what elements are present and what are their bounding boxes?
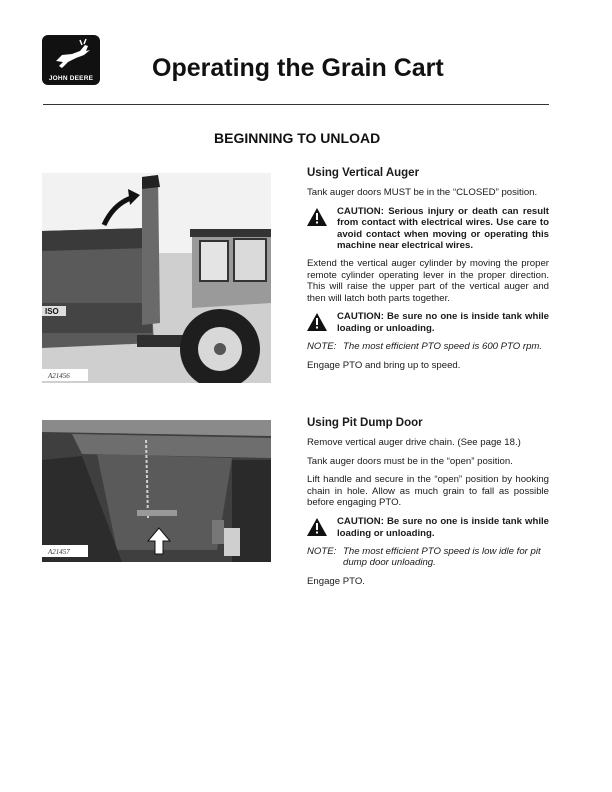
pto-speed-note — [307, 341, 549, 353]
pit-dump-door-photo — [42, 420, 271, 562]
remove-chain-instruction: Remove vertical auger drive chain. (See page 18.) — [307, 437, 521, 448]
caution-inside-tank-2-text: CAUTION: Be sure no one is inside tank while loading or unloading. — [337, 515, 549, 539]
caution-electrical — [307, 206, 549, 252]
note-label: NOTE: — [307, 340, 337, 352]
caution-inside-tank-2 — [307, 516, 549, 540]
note-label: NOTE: — [307, 545, 337, 557]
section-heading: BEGINNING TO UNLOAD — [214, 130, 381, 146]
vertical-auger-photo — [42, 173, 271, 383]
page-title: Operating the Grain Cart — [152, 54, 444, 82]
warning-icon — [307, 311, 337, 335]
pit-dump-section — [307, 416, 549, 594]
note-text: The most efficient PTO speed is 600 PTO rpm. — [343, 340, 543, 352]
engage-pto-instruction: Engage PTO and bring up to speed. — [307, 359, 461, 371]
john-deere-logo — [42, 35, 100, 85]
caution-inside-tank — [307, 311, 549, 335]
warning-icon — [307, 206, 337, 230]
header-divider — [43, 104, 549, 105]
pit-pto-speed-note — [307, 546, 549, 569]
caution-electrical-text: CAUTION: Serious injury or death can result from contact with electrical wires. Use care to avoid contact when moving or operating this machine near electrical wires. — [337, 205, 549, 252]
doors-open-instruction: Tank auger doors must be in the “open” position. — [307, 455, 513, 467]
photo-decal-label: ISO — [45, 307, 59, 316]
vertical-auger-heading: Using Vertical Auger — [307, 167, 420, 179]
lift-handle-instruction: Lift handle and secure in the “open” position by hooking chain in hole. Allow as much grain to fall as possible before engaging PTO. — [307, 474, 549, 509]
engage-pto-2-instruction: Engage PTO. — [307, 575, 365, 587]
auger-doors-instruction: Tank auger doors MUST be in the “CLOSED” position. — [307, 187, 538, 198]
caution-inside-tank-text: CAUTION: Be sure no one is inside tank while loading or unloading. — [337, 311, 549, 334]
warning-icon — [307, 516, 337, 540]
note-text: The most efficient PTO speed is low idle for pit dump door unloading. — [343, 545, 541, 569]
logo-text: JOHN DEERE — [48, 75, 94, 82]
vertical-auger-section — [307, 166, 549, 378]
pit-dump-heading: Using Pit Dump Door — [307, 417, 423, 429]
figure-ref-2: A21457 — [48, 548, 70, 556]
figure-ref-1: A21456 — [48, 372, 70, 380]
deer-icon — [42, 35, 100, 75]
extend-cylinder-instruction: Extend the vertical auger cylinder by moving the proper remote cylinder operating lever in the proper direction. This will raise the upper part of the vertical auger and then will latch both parts together. — [307, 257, 549, 304]
